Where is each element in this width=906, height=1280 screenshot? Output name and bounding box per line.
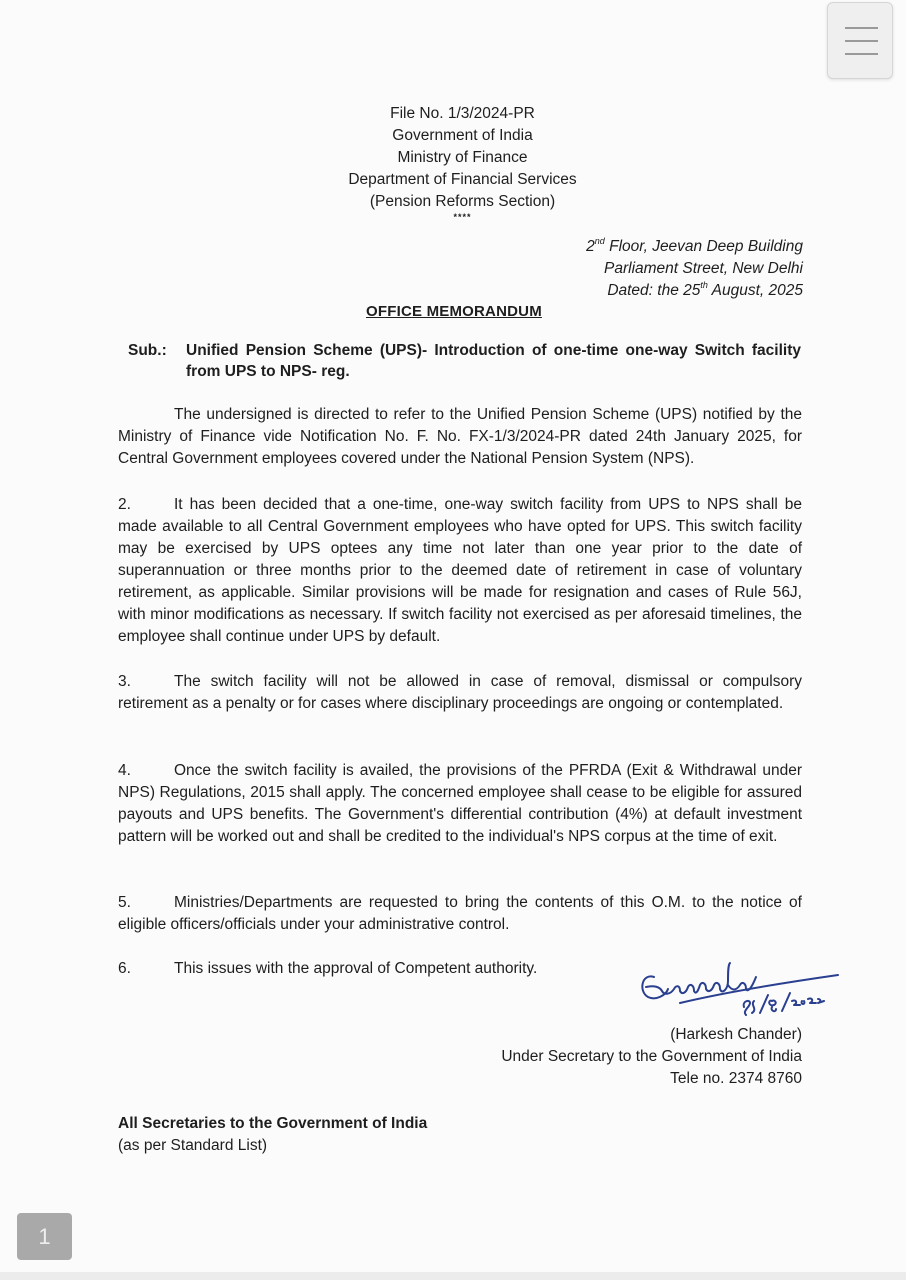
paragraph-text: Once the switch facility is availed, the provisions of the PFRDA (Exit & Withdrawal under NPS) Regulations, 2015 shall apply. The concerned employee shall cease to be eligible for assured payouts and UPS benefits. The Government's differential contribution (4%) at default investment pattern will be worked out and shall be credited to the individual's NPS corpus at the time of exit.: [118, 762, 802, 845]
handwritten-signature: [632, 955, 842, 1025]
date-suffix: th: [700, 280, 708, 290]
viewer-bottom-edge: [0, 1272, 906, 1280]
paragraph-number: 2.: [118, 496, 131, 513]
page-number-badge[interactable]: 1: [17, 1213, 72, 1260]
paragraph-text: The switch facility will not be allowed in case of removal, dismissal or compulsory retirement as a penalty or for cases where disciplinary proceedings are ongoing or contemplated.: [118, 673, 802, 712]
viewer-menu-button[interactable]: [827, 2, 893, 79]
paragraph-1: [118, 404, 802, 470]
floor-number: 2: [586, 238, 595, 255]
paragraph-text: It has been decided that a one-time, one-way switch facility from UPS to NPS shall be made available to all Central Government employees who have opted for UPS. This switch facility may be exercised by UPS optees any time not later than one year prior to the date of superannuation or three months prior to the deemed date of retirement in case of voluntary retirement, as applicable. Similar provisions will be made for resignation and cases of Rule 56J, with minor modifications as necessary. If switch facility not exercised as per aforesaid timelines, the employee shall continue under UPS by default.: [118, 496, 802, 645]
addressee-block: [118, 1113, 427, 1157]
paragraph-text: This issues with the approval of Competent authority.: [174, 960, 538, 977]
date-prefix: Dated: the 25: [607, 282, 701, 299]
paragraph-4: [118, 760, 802, 848]
subject-text: Unified Pension Scheme (UPS)- Introduction of one-time one-way Switch facility from UPS to NPS- reg.: [186, 342, 801, 380]
building-name: Floor, Jeevan Deep Building: [604, 238, 803, 255]
file-number: File No. 1/3/2024-PR: [390, 105, 535, 122]
paragraph-2: [118, 494, 802, 648]
date-month-year: August, 2025: [707, 282, 803, 299]
signatory-phone: Tele no. 2374 8760: [670, 1070, 802, 1087]
addressee-note: (as per Standard List): [118, 1137, 268, 1154]
paragraph-3: [118, 671, 802, 715]
paragraph-number: 6.: [118, 960, 131, 977]
address-street: Parliament Street, New Delhi: [604, 260, 803, 277]
paragraph-number: 4.: [118, 762, 131, 779]
paragraph-text: The undersigned is directed to refer to the Unified Pension Scheme (UPS) notified by the Ministry of Finance vide Notification No. F. No. FX-1/3/2024-PR dated 24th January 2025, for Central Government employees covered under the National Pension System (NPS).: [118, 406, 802, 467]
section-name: (Pension Reforms Section): [369, 193, 556, 210]
signatory-block: [501, 1024, 802, 1090]
government-name: Government of India: [392, 127, 533, 144]
department-name: Department of Financial Services: [348, 171, 577, 188]
addressee-to: All Secretaries to the Government of India: [118, 1115, 428, 1132]
memorandum-title: OFFICE MEMORANDUM: [366, 303, 542, 320]
document-date: [607, 280, 803, 302]
paragraph-text: Ministries/Departments are requested to bring the contents of this O.M. to the notice of eligible officers/officials under your administrative control.: [118, 894, 802, 933]
signatory-name: (Harkesh Chander): [670, 1026, 802, 1043]
ministry-name: Ministry of Finance: [397, 149, 528, 166]
floor-suffix: nd: [594, 236, 605, 246]
signatory-designation: Under Secretary to the Government of India: [501, 1048, 802, 1065]
paragraph-number: 3.: [118, 673, 131, 690]
paragraph-5: [118, 892, 802, 936]
subject-label: Sub.:: [128, 342, 167, 359]
address-floor: [586, 236, 803, 258]
paragraph-number: 5.: [118, 894, 131, 911]
header-separator: ****: [453, 212, 472, 222]
